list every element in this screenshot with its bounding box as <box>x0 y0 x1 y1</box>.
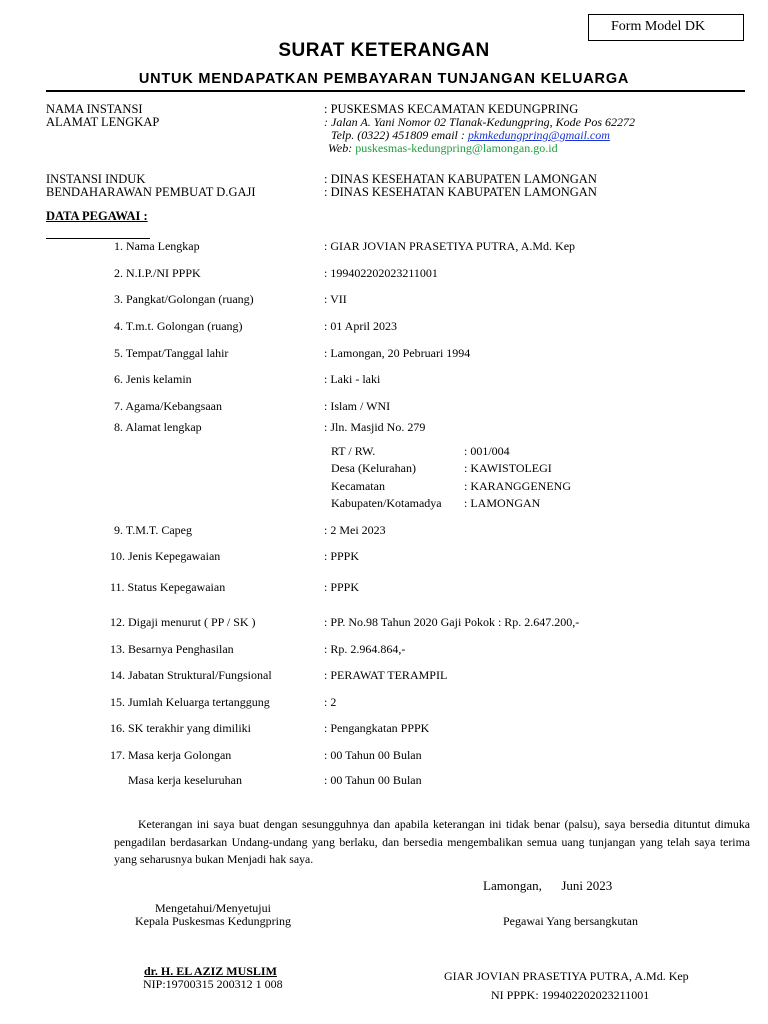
web-label: Web: <box>328 141 356 155</box>
nama-instansi-label: NAMA INSTANSI <box>46 102 143 116</box>
field-value: : 2 <box>324 695 337 709</box>
field-value: : GIAR JOVIAN PRASETIYA PUTRA, A.Md. Kep <box>324 239 576 253</box>
field-label: 12. Digaji menurut ( PP / SK ) <box>110 615 256 629</box>
field-value: : 01 April 2023 <box>324 319 398 333</box>
web-link[interactable]: puskesmas-kedungpring@lamongan.go.id <box>355 141 558 155</box>
field-label: 1. Nama Lengkap <box>114 239 200 253</box>
field-label: 10. Jenis Kepegawaian <box>110 549 221 563</box>
field-label: 2. N.I.P./NI PPPK <box>114 266 201 280</box>
field-label: 17. Masa kerja Golongan <box>110 748 232 762</box>
field-label: 9. T.M.T. Capeg <box>114 523 192 537</box>
field-value: : 199402202023211001 <box>324 266 438 280</box>
address-label: RT / RW. <box>331 444 376 458</box>
field-label: 11. Status Kepegawaian <box>110 580 226 594</box>
field-value: : 2 Mei 2023 <box>324 523 386 537</box>
head-title: Kepala Puskesmas Kedungpring <box>135 914 291 928</box>
document-subtitle: UNTUK MENDAPATKAN PEMBAYARAN TUNJANGAN KELUARGA <box>138 71 630 87</box>
document-title: SURAT KETERANGAN <box>278 40 490 61</box>
bendaharawan-value: : DINAS KESEHATAN KABUPATEN LAMONGAN <box>324 185 597 199</box>
address-label: Kecamatan <box>331 479 385 493</box>
head-name: dr. H. EL AZIZ MUSLIM <box>144 964 277 978</box>
field-value: : VII <box>324 292 347 306</box>
employee-signature-label: Pegawai Yang bersangkutan <box>503 914 638 928</box>
field-value: : Jln. Masjid No. 279 <box>324 420 426 434</box>
title-divider <box>46 90 745 92</box>
field-value: : PPPK <box>324 580 360 594</box>
alamat-lengkap-value: : Jalan A. Yani Nomor 02 Tlanak-Kedungpring, Kode Pos 62272 <box>324 115 636 129</box>
employee-nip: NI PPPK: 199402202023211001 <box>491 988 650 1002</box>
email-link[interactable]: pkmkedungpring@gmail.com <box>467 128 610 142</box>
field-label: 13. Besarnya Penghasilan <box>110 642 234 656</box>
address-value: : LAMONGAN <box>464 496 541 510</box>
instansi-induk-label: INSTANSI INDUK <box>46 172 146 186</box>
nama-instansi-value: : PUSKESMAS KECAMATAN KEDUNGPRING <box>324 102 579 116</box>
field-value: : PP. No.98 Tahun 2020 Gaji Pokok : Rp. 2.647.200,- <box>324 615 580 629</box>
statement-text: Keterangan ini saya buat dengan sesungguhnya dan apabila keterangan ini tidak benar (palsu), saya bersedia dituntut dimuka pengadilan berdasarkan Undang-undang yang berlaku, dan bersedia mengembalikan semua uang tunjangan yang telah saya terima yang seharusnya bukan Menjadi hak saya. <box>114 817 750 866</box>
field-label: 14. Jabatan Struktural/Fungsional <box>110 668 272 682</box>
field-label: 5. Tempat/Tanggal lahir <box>114 346 229 360</box>
head-nip: NIP:19700315 200312 1 008 <box>143 977 283 991</box>
field-value: : 00 Tahun 00 Bulan <box>324 748 422 762</box>
alamat-lengkap-label: ALAMAT LENGKAP <box>46 115 160 129</box>
data-pegawai-heading: DATA PEGAWAI : <box>46 209 148 223</box>
field-value: : PERAWAT TERAMPIL <box>324 668 448 682</box>
instansi-induk-value: : DINAS KESEHATAN KABUPATEN LAMONGAN <box>324 172 597 186</box>
field-label: 15. Jumlah Keluarga tertanggung <box>110 695 270 709</box>
address-label: Kabupaten/Kotamadya <box>331 496 442 510</box>
field-label: 3. Pangkat/Golongan (ruang) <box>114 292 254 306</box>
field-label: 8. Alamat lengkap <box>114 420 202 434</box>
field-label: 7. Agama/Kebangsaan <box>114 399 222 413</box>
field-value: : 00 Tahun 00 Bulan <box>324 773 422 787</box>
approval-label: Mengetahui/Menyetujui <box>155 901 271 915</box>
address-value: : 001/004 <box>464 444 510 458</box>
field-value: : Laki - laki <box>324 372 381 386</box>
form-model-box: Form Model DK <box>588 14 744 41</box>
field-value: : Rp. 2.964.864,- <box>324 642 406 656</box>
field-value: : Lamongan, 20 Pebruari 1994 <box>324 346 471 360</box>
place-date: Lamongan, Juni 2023 <box>483 878 613 893</box>
field-label: 4. T.m.t. Golongan (ruang) <box>114 319 243 333</box>
field-label: 6. Jenis kelamin <box>114 372 192 386</box>
field-label: Masa kerja keseluruhan <box>128 773 242 787</box>
address-label: Desa (Kelurahan) <box>331 461 416 475</box>
field-value: : Islam / WNI <box>324 399 391 413</box>
address-value: : KAWISTOLEGI <box>464 461 552 475</box>
bendaharawan-label: BENDAHARAWAN PEMBUAT D.GAJI <box>46 185 256 199</box>
statement-paragraph <box>114 816 750 869</box>
field-value: : Pengangkatan PPPK <box>324 721 430 735</box>
address-value: : KARANGGENENG <box>464 479 571 493</box>
field-label: 16. SK terakhir yang dimiliki <box>110 721 251 735</box>
web-line <box>328 141 558 156</box>
field-value: : PPPK <box>324 549 360 563</box>
telp-text: Telp. (0322) 451809 email : <box>331 128 468 142</box>
employee-name: GIAR JOVIAN PRASETIYA PUTRA, A.Md. Kep <box>444 969 689 983</box>
